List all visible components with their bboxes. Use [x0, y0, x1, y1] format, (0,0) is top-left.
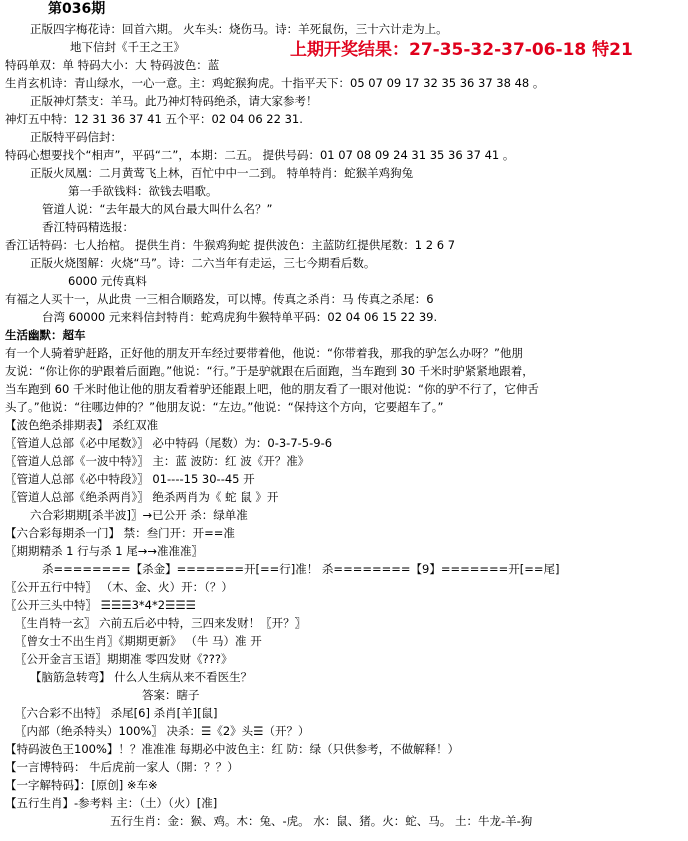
text-line: 正版火凤凰：二月黄莺飞上林，百忙中中一二到。 特单特肖：蛇猴羊鸡狗兔 [30, 166, 414, 180]
text-line: 【脑筋急转弯】 什么人生病从来不看医生？ [30, 670, 253, 684]
text-line: 香江特码精选报： [42, 220, 134, 234]
text-line: 当车跑到 60 千米时他让他的朋友看着驴还能跟上吧，他的朋友看了一眼对他说：“你的驴不行了，它伸舌 [5, 382, 539, 396]
text-line: 正版特平码信封： [30, 130, 122, 144]
text-line: 六合彩期期[杀半波]〗→已公开 杀：绿单准 [30, 508, 248, 522]
text-line: 【六合彩每期杀一门】 禁：叁门开：开==准 [5, 526, 235, 540]
text-line: 【波色绝杀排期表】 杀红双准 [5, 418, 159, 432]
issue-number: 第036期 [48, 1, 106, 17]
text-line: 特码单双：单 特码大小：大 特码波色：蓝 [5, 58, 220, 72]
text-line: 台湾 60000 元来料信封特肖：蛇鸡虎狗牛猴特单平码：02 04 06 15 22 39. [42, 310, 438, 324]
text-line: 答案：瞎子 [142, 688, 200, 702]
text-line: 正版四字梅花诗：回首六期。 火车头：烧伤马。诗：羊死鼠伤，三十六计走为上。 [30, 22, 448, 36]
text-line: 有福之人买十一，从此贵 一三相合顺路发，可以博。传真之杀肖：马 传真之杀尾：6 [5, 292, 434, 306]
text-line: 正版神灯禁支：羊马。此乃神灯特码绝杀，请大家参考！ [30, 94, 318, 108]
text-line: 【一言博特码： 牛后虎前一家人（開：？？） [5, 760, 239, 774]
text-line: 五行生肖：金：猴、鸡。木：兔、-虎。 水：鼠、猪。火：蛇、马。 土：牛龙-羊-狗 [110, 814, 533, 828]
text-line: 头了。”他说：“往哪边伸的？”他朋友说：“左边。”他说：“保持这个方向，它要超车了。” [5, 400, 444, 414]
text-line: 〖公开金言玉语〗期期准 零四发财《???》 [15, 652, 233, 666]
text-line: 【五行生肖】-参考料 主：（土）（火）[准] [5, 796, 218, 810]
text-line: 6000 元传真料 [68, 274, 147, 288]
text-line: 〖生肖特一玄〗 六前五后必中特，三四来发财！〖开？〗 [15, 616, 307, 630]
text-line: 【一字解特码】：[原创] ※车※ [5, 778, 158, 792]
text-line: 管道人说：“去年最大的风台最大叫什么名？” [42, 202, 273, 216]
text-line: 有一个人骑着驴赶路，正好他的朋友开车经过要带着他，他说：“你带着我，那我的驴怎么办呀？”他朋 [5, 346, 523, 360]
text-line: 〖六合彩不出特〗 杀尾[6] 杀肖[羊][鼠] [15, 706, 218, 720]
text-line: 生活幽默：超车 [5, 328, 86, 342]
text-line: 地下信封《千王之王》 [70, 40, 185, 54]
text-line: 第一手欲钱料：欲钱去唱歌。 [68, 184, 218, 198]
text-line: 〖曾女士不出生肖〗《期期更新》 （牛 马）准 开 [15, 634, 262, 648]
text-line: 〖内部（绝杀特头）100%〗 决杀：☰《2》头☰（开？） [15, 724, 310, 738]
text-line: 正版火烧图解：火烧“马”。诗：二六当年有走运，三七今期看后数。 [30, 256, 376, 270]
text-line: 生肖玄机诗：青山绿水，一心一意。主：鸡蛇猴狗虎。十指平天下：05 07 09 17 32 35 36 37 38 48 。 [5, 76, 545, 90]
text-line: 〖公开五行中特〗 （木、金、火）开：（？） [5, 580, 233, 594]
text-line: 〖管道人总部《一波中特》〗 主：蓝 波防：红 波《开？准》 [5, 454, 310, 468]
text-line: 〖期期精杀 1 行与杀 1 尾→→准准准〗 [5, 544, 204, 558]
text-line: 神灯五中特：12 31 36 37 41 五个平：02 04 06 22 31. [5, 112, 303, 126]
text-line: 特码心想要找个“相声”，平码“二”，本期：二五。 提供号码：01 07 08 09 24 31 35 36 37 41 。 [5, 148, 515, 162]
text-line: 友说：“你让你的驴跟着后面跑。”他说：“行。”于是驴就跟在后面跑，当车跑到 30 千米时驴紧紧地跟着， [5, 364, 534, 378]
text-line: 〖公开三头中特〗 ☰☰☰3*4*2☰☰☰ [5, 598, 196, 612]
text-line: 〖管道人总部《必中尾数》〗 必中特码（尾数）为：0-3-7-5-9-6 [5, 436, 333, 450]
text-line: 〖管道人总部《绝杀两肖》〗 绝杀两肖为《 蛇 鼠 》开 [5, 490, 279, 504]
last-draw-result: 上期开奖结果：27-35-32-37-06-18 特21 [290, 40, 633, 60]
text-line: 杀========【杀金】=======开[==行]准！ 杀========【9】=======开[==尾] [42, 562, 560, 576]
text-line: 香江话特码：七人抬棺。 提供生肖：牛猴鸡狗蛇 提供波色：主蓝防红提供尾数：1 2 6 7 [5, 238, 456, 252]
text-line: 【特码波色王100%】！？准准准 每期必中波色主：红 防：绿（只供参考，不做解释！） [5, 742, 460, 756]
text-line: 〖管道人总部《必中特段》〗 01----15 30--45 开 [5, 472, 255, 486]
